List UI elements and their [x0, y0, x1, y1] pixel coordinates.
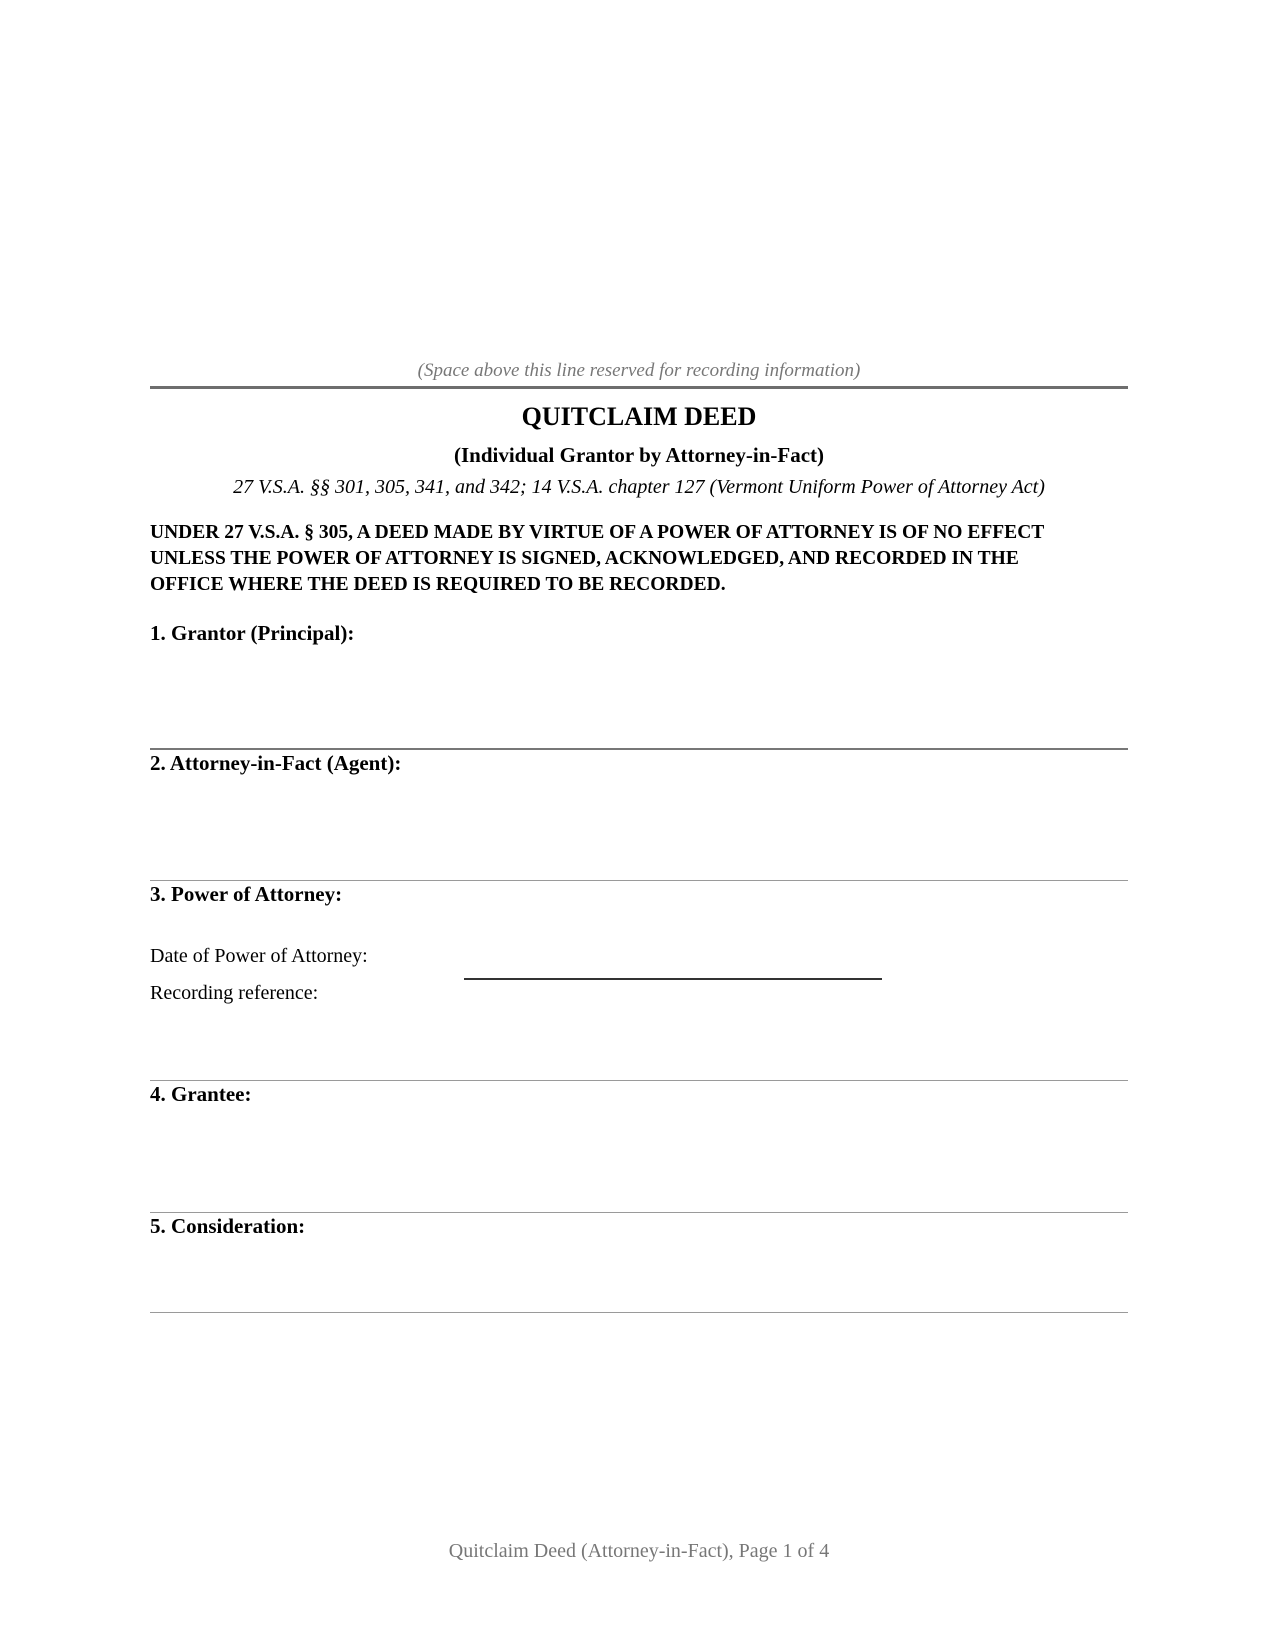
- recording-space-note: (Space above this line reserved for recording information): [417, 360, 861, 381]
- document-title: QUITCLAIM DEED: [521, 402, 757, 431]
- document-subtitle: (Individual Grantor by Attorney-in-Fact): [453, 443, 825, 467]
- section-consideration-heading: 5. Consideration:: [150, 1214, 306, 1238]
- recording-divider-line: [150, 386, 1128, 389]
- section-grantee-heading: 4. Grantee:: [150, 1082, 252, 1106]
- recording-reference-label: Recording reference:: [150, 982, 319, 1004]
- legal-warning-line: OFFICE WHERE THE DEED IS REQUIRED TO BE RECORDED.: [150, 574, 726, 595]
- page-footer: Quitclaim Deed (Attorney-in-Fact), Page 1 of 4: [448, 1540, 830, 1562]
- section-power-of-attorney-heading: 3. Power of Attorney:: [150, 882, 343, 906]
- consideration-entry-line[interactable]: [150, 1312, 1128, 1313]
- power-of-attorney-entry-line[interactable]: [150, 1080, 1128, 1081]
- section-attorney-in-fact-heading: 2. Attorney-in-Fact (Agent):: [150, 751, 402, 775]
- statute-citation: 27 V.S.A. §§ 301, 305, 341, and 342; 14 V.S.A. chapter 127 (Vermont Uniform Power of Attorney Act): [233, 476, 1045, 498]
- legal-warning-line: UNDER 27 V.S.A. § 305, A DEED MADE BY VIRTUE OF A POWER OF ATTORNEY IS OF NO EFFECT: [150, 522, 1045, 543]
- date-of-power-of-attorney-label: Date of Power of Attorney:: [150, 945, 368, 967]
- date-of-power-of-attorney-field[interactable]: [464, 978, 882, 980]
- legal-warning: [150, 520, 1130, 598]
- section-grantor-heading: 1. Grantor (Principal):: [150, 621, 355, 645]
- legal-warning-line: UNLESS THE POWER OF ATTORNEY IS SIGNED, ACKNOWLEDGED, AND RECORDED IN THE: [150, 548, 1019, 569]
